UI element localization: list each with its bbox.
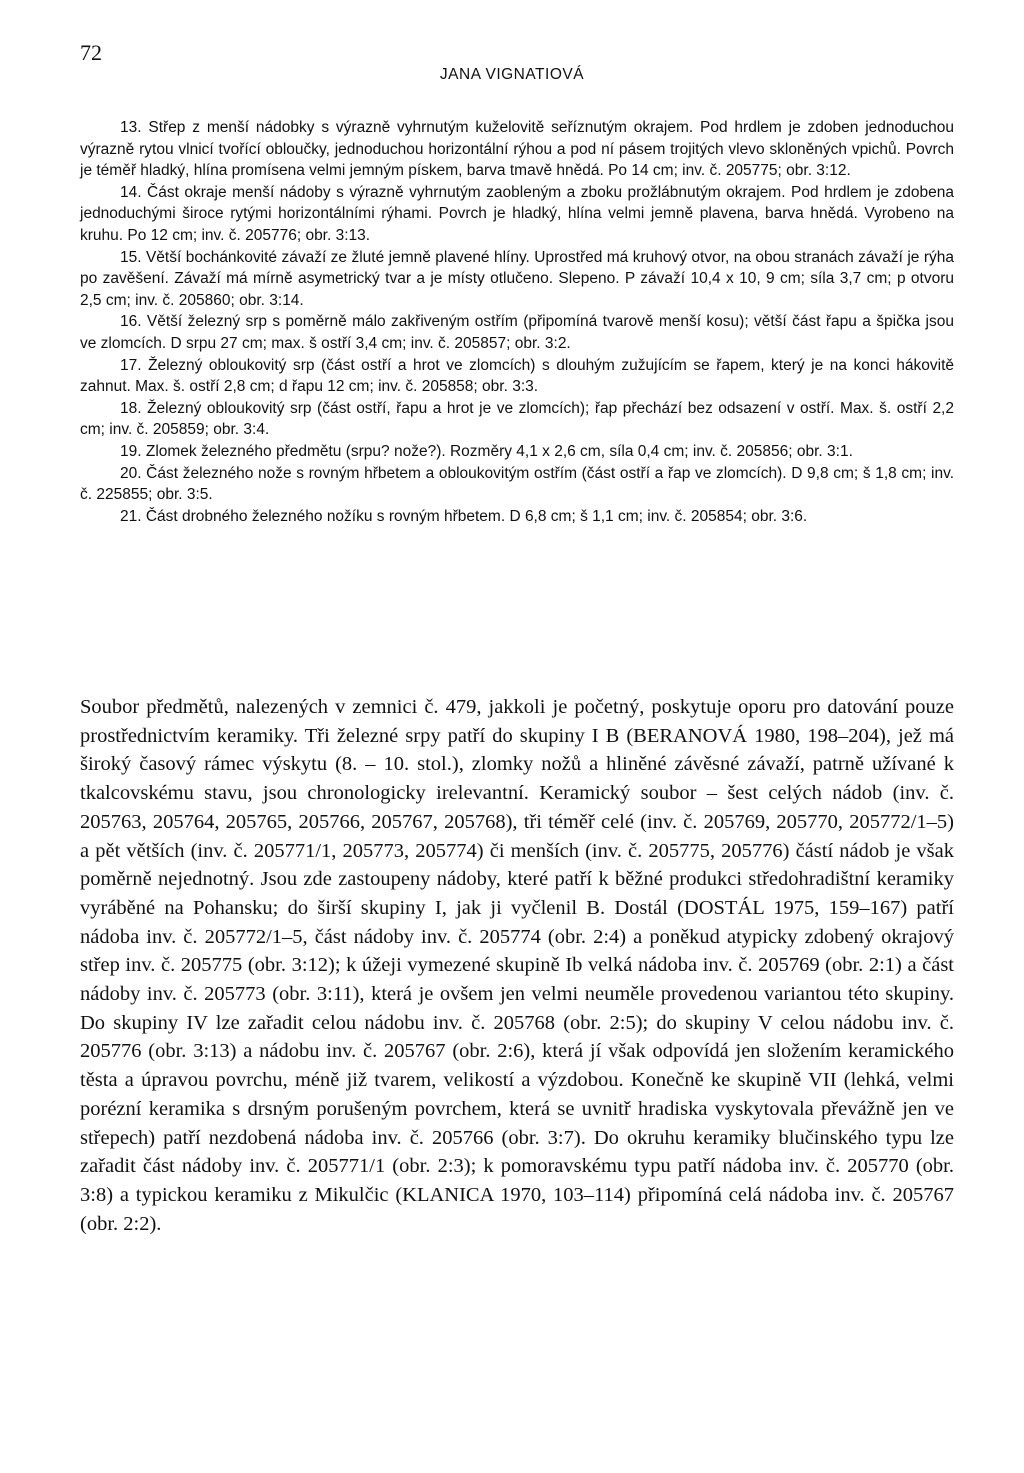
catalog-entry: 16. Větší železný srp s poměrně málo zakřiveným ostřím (připomíná tvarově menší kosu); větší část řapu a špička jsou ve zlomcích. D srpu 27 cm; max. š ostří 3,4 cm; inv. č. 205857; obr. 3:2. <box>80 313 954 352</box>
catalog-entry: 17. Železný obloukovitý srp (část ostří a hrot ve zlomcích) s dlouhým zužujícím se řapem, který je na konci hákovitě zahnut. Max. š. ostří 2,8 cm; d řapu 12 cm; inv. č. 205858; obr. 3:3. <box>80 356 954 396</box>
running-head: JANA VIGNATIOVÁ <box>439 66 585 83</box>
page-number: 72 <box>80 40 102 65</box>
catalog-entry: 19. Zlomek železného předmětu (srpu? nože?). Rozměry 4,1 x 2,6 cm, síla 0,4 cm; inv. č. 205856; obr. 3:1. <box>120 442 853 460</box>
catalog-entry: 21. Část drobného železného nožíku s rovným hřbetem. D 6,8 cm; š 1,1 cm; inv. č. 205854; obr. 3:6. <box>120 507 808 525</box>
catalog-entry: 18. Železný obloukovitý srp (část ostří, řapu a hrot je ve zlomcích); řap přechází bez odsazení v ostří. Max. š. ostří 2,2 cm; inv. č. 205859; obr. 3:4. <box>80 399 954 439</box>
catalog-entry: 15. Větší bochánkovité závaží ze žluté jemně plavené hlíny. Uprostřed má kruhový otvor, na obou stranách závaží je rýha po zavěšení. Závaží má mírně asymetrický tvar a je místy otlučeno. Slepeno. P závaží 10,4 x 10, 9 cm; síla 3,7 cm; p otvoru 2,5 cm; inv. č. 205860; obr. 3:14. <box>80 248 954 309</box>
catalog-entry: 20. Část železného nože s rovným hřbetem a obloukovitým ostřím (část ostří a řap ve zlomcích). D 9,8 cm; š 1,8 cm; inv. č. 225855; obr. 3:5. <box>80 464 954 504</box>
catalog-entry: 14. Část okraje menší nádoby s výrazně vyhrnutým zaobleným a zboku prožlábnutým okrajem. Pod hrdlem je zdobena jednoduchými široce rytými horizontálními rýhami. Povrch je hladký, hlína velmi jemně plavena, barva hnědá. Vyrobeno na kruhu. Po 12 cm; inv. č. 205776; obr. 3:13. <box>80 183 954 244</box>
catalog-entry <box>80 117 954 182</box>
body-text <box>80 693 954 1238</box>
body-paragraph: Soubor předmětů, nalezených v zemnici č. 479, jakkoli je početný, poskytuje oporu pro datování pouze prostřednictvím keramiky. Tři železné srpy patří do skupiny I B (BERANOVÁ 1980, 198–204), jež má široký časový rámec výskytu (8. – 10. stol.), zlomky nožů a hliněné závěsné závaží, patrně užívané k tkalcovskému stavu, jsou chronologicky irelevantní. Keramický soubor – šest celých nádob (inv. č. 205763, 205764, 205765, 205766, 205767, 205768), tři téměř celé (inv. č. 205769, 205770, 205772/1–5) a pět větších (inv. č. 205771/1, 205773, 205774) či menších (inv. č. 205775, 205776) částí nádob je však poměrně nejednotný. Jsou zde zastoupeny nádoby, které patří k běžné produkci středohradištní keramiky vyráběné na Pohansku; do širší skupiny I, jak ji vyčlenil B. Dostál (DOSTÁL 1975, 159–167) patří nádoba inv. č. 205772/1–5, část nádoby inv. č. 205774 (obr. 2:4) a poněkud atypicky zdobený okrajový střep inv. č. 205775 (obr. 3:12); k úžeji vymezené skupině Ib velká nádoba inv. č. 205769 (obr. 2:1) a část nádoby inv. č. 205773 (obr. 3:11), která je ovšem jen velmi neuměle provedenou variantou této skupiny. Do skupiny IV lze zařadit celou nádobu inv. č. 205768 (obr. 2:5); do skupiny V celou nádobu inv. č. 205776 (obr. 3:13) a nádobu inv. č. 205767 (obr. 2:6), která jí však odpovídá jen složením keramického těsta a úpravou povrchu, méně již tvarem, velikostí a výzdobou. Konečně ke skupině VII (lehká, velmi porézní keramika s drsným porušeným povrchem, která se uvnitř hradiska vyskytovala převážně jen ve střepech) patří nezdobená nádoba inv. č. 205766 (obr. 3:7). Do okruhu keramiky blučinského typu lze zařadit část nádoby inv. č. 205771/1 (obr. 2:3); k pomoravskému typu patří nádoba inv. č. 205770 (obr. 3:8) a typickou keramiku z Mikulčic (KLANICA 1970, 103–114) připomíná celá nádoba inv. č. 205767 (obr. 2:2). <box>80 696 954 1235</box>
catalog-entry-text: 13. Střep z menší nádobky s výrazně vyhrnutým kuželovitě seříznutým okrajem. Pod hrdlem je zdoben jednoduchou výrazně rytou vlnicí tvořící obloučky, jednoduchou horizontální rýhou a pod ní pásem trojitých vlevo skloněných vpichů. Povrch je téměř hladký, hlína promísena velmi jemným pískem, barva tmavě hnědá. Po 14 cm; inv. č. 205775; obr. 3:12. <box>80 119 954 180</box>
catalog-entries <box>80 117 954 527</box>
